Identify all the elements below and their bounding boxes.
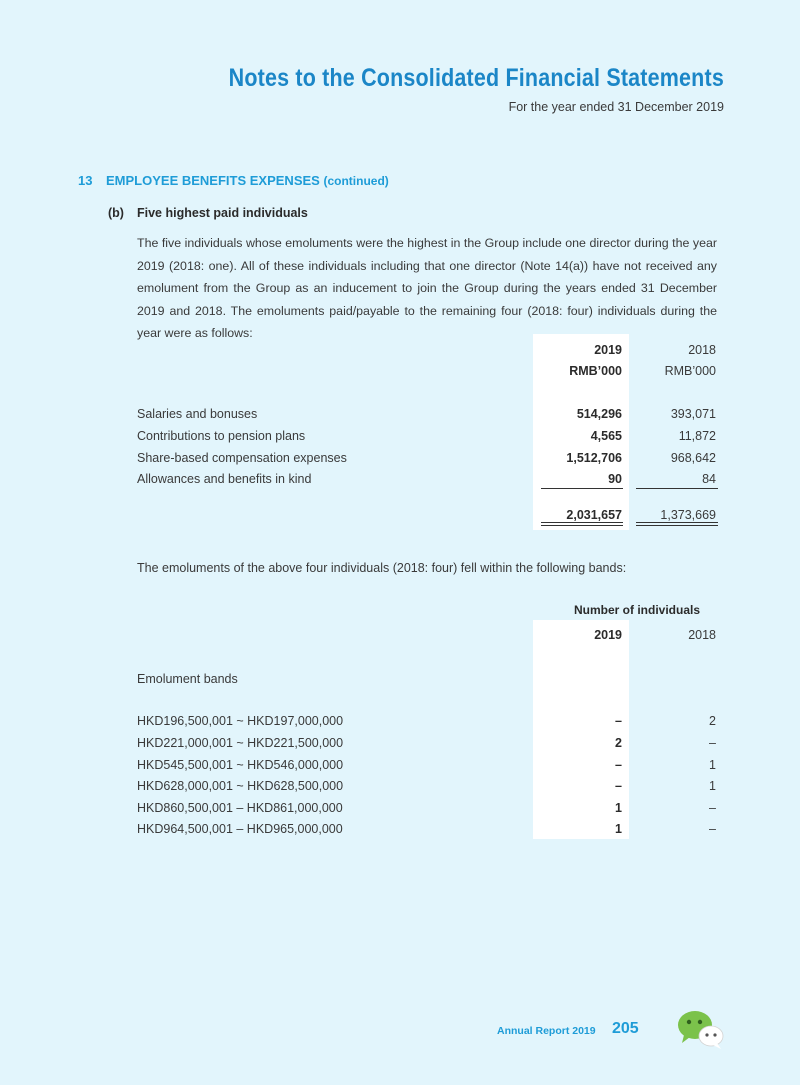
table2-row-value-2019: –	[615, 714, 622, 728]
table1-row-value-2019: 514,296	[576, 407, 622, 421]
table2-header-2018: 2018	[688, 628, 716, 642]
wechat-icon	[675, 1008, 725, 1052]
table1-row-label: Share-based compensation expenses	[137, 451, 347, 465]
table1-row-value-2018: 393,071	[670, 407, 716, 421]
section-number: 13	[78, 173, 93, 188]
table2-group-header: Number of individuals	[574, 603, 701, 617]
footer-report-name: Annual Report 2019	[497, 1025, 596, 1037]
table1-total-2019: 2,031,657	[566, 508, 622, 522]
table2-row-label: HKD628,000,001 ~ HKD628,500,000	[137, 779, 344, 793]
table1-total-double-rule-2018	[636, 522, 718, 526]
bands-intro-text: The emoluments of the above four individuals (2018: four) fell within the following bands:	[137, 561, 627, 575]
page-title: Notes to the Consolidated Financial Statements	[228, 64, 724, 92]
table2-row-value-2018: –	[709, 822, 716, 836]
table1-subtotal-rule-2019	[541, 488, 623, 489]
table1-row-value-2019: 1,512,706	[566, 451, 622, 465]
table2-row-value-2018: 1	[709, 758, 716, 772]
section-title: EMPLOYEE BENEFITS EXPENSES	[106, 173, 320, 188]
table1-header-2018: 2018	[688, 343, 716, 357]
table2-row-value-2018: –	[709, 801, 716, 815]
table1-row-value-2018: 11,872	[678, 429, 716, 443]
table1-row-label: Contributions to pension plans	[137, 429, 306, 443]
table2-row-value-2019: 1	[615, 801, 622, 815]
table1-unit-2019: RMB’000	[569, 364, 622, 378]
table2-row-value-2019: –	[615, 758, 622, 772]
table2-section-label: Emolument bands	[137, 672, 238, 686]
section-continued: (continued)	[323, 174, 389, 188]
section-heading	[78, 173, 389, 188]
page-number: 205	[612, 1020, 639, 1037]
table2-row-value-2018: 1	[709, 779, 716, 793]
table1-header-2019: 2019	[594, 343, 622, 357]
intro-paragraph: The five individuals whose emoluments were the highest in the Group include one director during the year 2019 (2018: one). All of these individuals including that one director (Note 14(a)) have not received any emolument from the Group as an inducement to join the Group during the years ended 31 December 2019 and 2018. The emoluments paid/payable to the remaining four (2018: four) individuals during the year were as follows:	[137, 236, 717, 340]
table1-row-value-2019: 4,565	[590, 429, 622, 443]
subsection-label: (b)	[108, 206, 124, 220]
table1-row-value-2018: 84	[702, 472, 716, 486]
table1-unit-2018: RMB’000	[664, 364, 716, 378]
table1-row-label: Allowances and benefits in kind	[137, 472, 312, 486]
table1-row-value-2018: 968,642	[670, 451, 716, 465]
table2-row-label: HKD964,500,001 – HKD965,000,000	[137, 822, 343, 836]
table2-row-value-2019: 2	[615, 736, 622, 750]
table1-total-2018: 1,373,669	[660, 508, 716, 522]
table2-row-label: HKD545,500,001 ~ HKD546,000,000	[137, 758, 344, 772]
table2-row-label: HKD860,500,001 – HKD861,000,000	[137, 801, 343, 815]
table2-row-value-2019: –	[615, 779, 622, 793]
subsection-heading	[108, 206, 308, 220]
subsection-title: Five highest paid individuals	[137, 206, 308, 220]
page-subtitle: For the year ended 31 December 2019	[508, 100, 724, 114]
table1-subtotal-rule-2018	[636, 488, 718, 489]
table2-row-value-2018: –	[709, 736, 716, 750]
table2-row-value-2019: 1	[615, 822, 622, 836]
table2-row-value-2018: 2	[709, 714, 716, 728]
table1-total-double-rule-2019	[541, 522, 623, 526]
table2-header-2019: 2019	[594, 628, 622, 642]
table2-row-label: HKD221,000,001 ~ HKD221,500,000	[137, 736, 344, 750]
table2-row-label: HKD196,500,001 ~ HKD197,000,000	[137, 714, 344, 728]
table1-row-label: Salaries and bonuses	[137, 407, 258, 421]
table1-row-value-2019: 90	[608, 472, 622, 486]
